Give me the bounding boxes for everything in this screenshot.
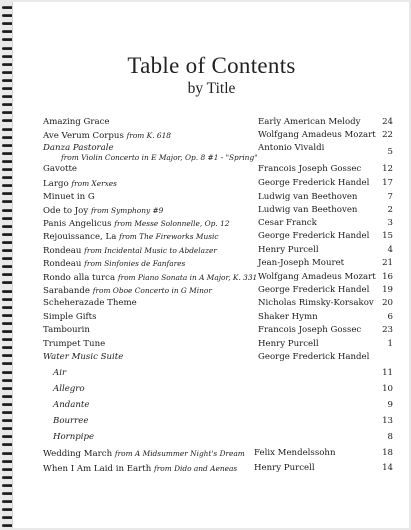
entry-source: from Oboe Concerto in G Minor bbox=[92, 286, 212, 295]
entry-page: 6 bbox=[387, 312, 393, 322]
entry-title: Gavotte bbox=[43, 164, 78, 174]
entry-title: Scheherazade Theme bbox=[43, 298, 137, 308]
entry-composer: Francois Joseph Gossec bbox=[258, 164, 362, 174]
entry-composer: Henry Purcell bbox=[258, 339, 319, 349]
entry-title: Danza Pastorale bbox=[43, 143, 114, 153]
entry-title: Trumpet Tune bbox=[43, 339, 106, 349]
entry-page: 7 bbox=[387, 192, 393, 202]
entry-page: 15 bbox=[382, 231, 393, 241]
entry-page: 14 bbox=[382, 463, 393, 473]
entry-source: from Violin Concerto in E Major, Op. 8 #1 - "Spring" bbox=[61, 153, 258, 162]
entry-source: from Xerxes bbox=[71, 179, 117, 188]
contents-subentry bbox=[0, 432, 411, 448]
entry-page: 3 bbox=[387, 218, 393, 228]
entry-title: Bourree bbox=[53, 416, 89, 426]
entry-page: 17 bbox=[382, 178, 393, 188]
page-title: Table of Contents bbox=[127, 53, 296, 78]
entry-source: from A Midsummer Night's Dream bbox=[114, 449, 245, 458]
entry-title: Ode to Joy bbox=[43, 206, 89, 216]
entry-title: Simple Gifts bbox=[43, 312, 97, 322]
entry-composer: Wolfgang Amadeus Mozart bbox=[258, 130, 376, 140]
entry-source: from Sinfonies de Fanfares bbox=[84, 259, 186, 268]
entry-page: 8 bbox=[387, 432, 393, 442]
entry-page: 19 bbox=[382, 285, 393, 295]
entry-composer: George Frederick Handel bbox=[258, 285, 370, 295]
entry-page: 1 bbox=[387, 339, 393, 349]
entry-composer: George Frederick Handel bbox=[258, 178, 370, 188]
entry-page: 21 bbox=[382, 258, 393, 268]
entry-title: Minuet in G bbox=[43, 192, 95, 202]
contents-entry bbox=[0, 448, 411, 464]
contents-subentry bbox=[0, 416, 411, 432]
entry-composer: Shaker Hymn bbox=[258, 312, 318, 322]
entry-page: 18 bbox=[382, 448, 393, 458]
entry-title: Air bbox=[53, 368, 67, 378]
entry-composer: Francois Joseph Gossec bbox=[258, 325, 362, 335]
page-subtitle: by Title bbox=[187, 80, 236, 97]
entry-title: Panis Angelicus bbox=[43, 219, 112, 229]
entry-title: Largo bbox=[43, 179, 69, 189]
entry-page: 16 bbox=[382, 272, 393, 282]
entry-title: Rondo alla turca bbox=[43, 273, 116, 283]
entry-composer: Antonio Vivaldi bbox=[258, 143, 325, 153]
entry-composer: Felix Mendelssohn bbox=[254, 448, 336, 458]
entry-title: Tambourin bbox=[43, 325, 90, 335]
entry-source: from The Fireworks Music bbox=[119, 232, 219, 241]
entry-page: 23 bbox=[382, 325, 393, 335]
entry-title: Amazing Grace bbox=[43, 117, 110, 127]
contents-subentry bbox=[0, 384, 411, 400]
entry-composer: Early American Melody bbox=[258, 117, 361, 127]
entry-title: When I Am Laid in Earth bbox=[43, 464, 152, 474]
entry-title: Rejouissance, La bbox=[43, 232, 117, 242]
entry-source: from Piano Sonata in A Major, K. 331 bbox=[117, 273, 258, 282]
entry-composer: Henry Purcell bbox=[254, 463, 315, 473]
entry-composer: Jean-Joseph Mouret bbox=[258, 258, 345, 268]
entry-source: from Incidental Music to Abdelazer bbox=[84, 246, 217, 255]
entry-title: Wedding March bbox=[43, 449, 113, 459]
entry-title: Hornpipe bbox=[53, 432, 95, 442]
entry-composer: Cesar Franck bbox=[258, 218, 317, 228]
entry-source: from Symphony #9 bbox=[90, 206, 164, 215]
entry-page: 9 bbox=[387, 400, 393, 410]
entry-page: 2 bbox=[387, 205, 393, 215]
entry-source: from Dido and Aeneas bbox=[154, 464, 238, 473]
entry-page: 24 bbox=[382, 117, 393, 127]
entry-composer: Ludwig van Beethoven bbox=[258, 205, 358, 215]
entry-title: Sarabande bbox=[43, 286, 90, 296]
entry-source: from Messe Solonnelle, Op. 12 bbox=[114, 219, 230, 228]
contents-subentry bbox=[0, 400, 411, 416]
entry-composer: Ludwig van Beethoven bbox=[258, 192, 358, 202]
contents-entry bbox=[0, 143, 411, 165]
entry-title: Ave Verum Corpus bbox=[43, 131, 124, 141]
entry-title: Rondeau bbox=[43, 259, 82, 269]
entry-composer: George Frederick Handel bbox=[258, 352, 370, 362]
entry-page: 13 bbox=[382, 416, 393, 426]
entry-page: 20 bbox=[382, 298, 393, 308]
entry-title: Rondeau bbox=[43, 246, 82, 256]
entry-composer: Nicholas Rimsky-Korsakov bbox=[258, 298, 374, 308]
entry-composer: Wolfgang Amadeus Mozart bbox=[258, 272, 376, 282]
entry-composer: Henry Purcell bbox=[258, 245, 319, 255]
contents-subentry bbox=[0, 368, 411, 384]
contents-entry bbox=[0, 352, 411, 368]
entry-page: 5 bbox=[387, 147, 393, 157]
entry-page: 4 bbox=[387, 245, 393, 255]
entry-page: 22 bbox=[382, 130, 393, 140]
entry-title: Andante bbox=[53, 400, 90, 410]
contents-entry bbox=[0, 463, 411, 479]
entry-source: from K. 618 bbox=[126, 131, 171, 140]
entry-title: Water Music Suite bbox=[43, 352, 124, 362]
entry-title: Allegro bbox=[53, 384, 85, 394]
entry-page: 11 bbox=[382, 368, 393, 378]
entry-page: 10 bbox=[382, 384, 393, 394]
entry-composer: George Frederick Handel bbox=[258, 231, 370, 241]
entry-page: 12 bbox=[382, 164, 393, 174]
